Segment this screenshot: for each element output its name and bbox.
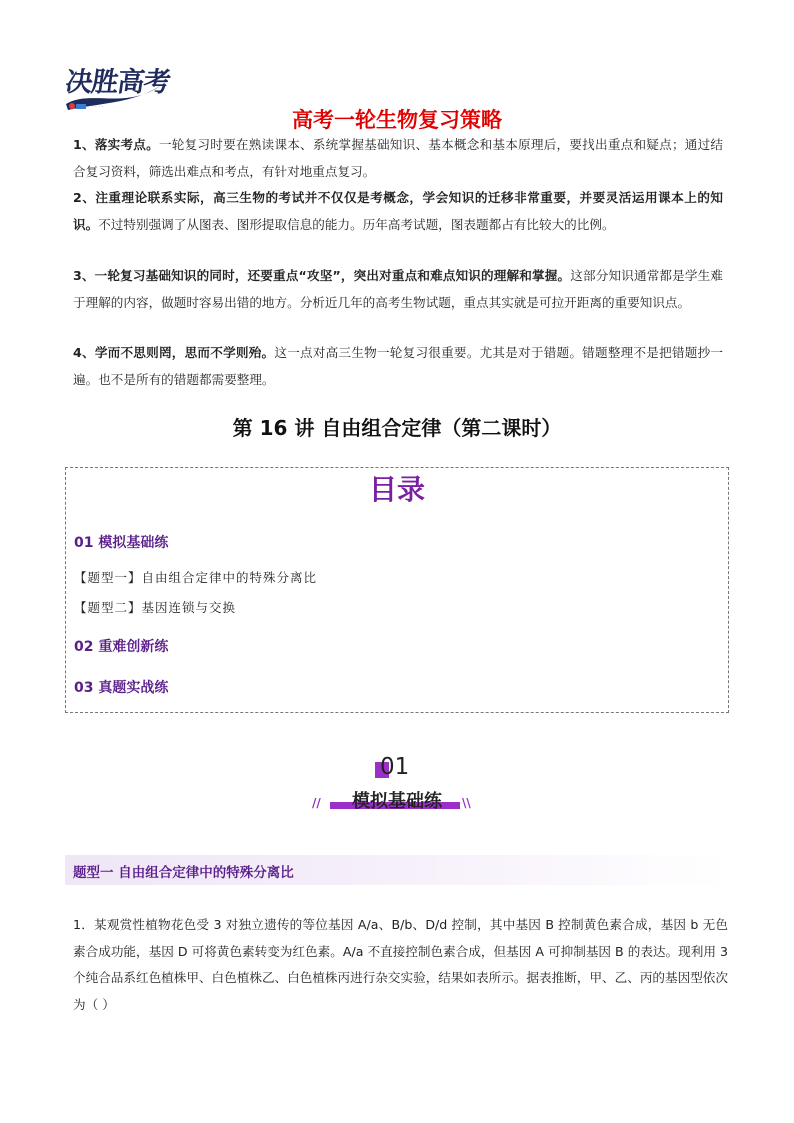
strategy-2 <box>73 185 723 238</box>
strategy-4 <box>73 340 723 393</box>
lecture-title: 第 16 讲 自由组合定律（第二课时） <box>232 416 562 440</box>
strategy-1 <box>73 132 723 185</box>
toc-item-type-1[interactable]: 【题型一】自由组合定律中的特殊分离比 <box>74 570 318 585</box>
toc-item-real-exam[interactable]: 03 真题实战练 <box>74 680 169 696</box>
section-label: 模拟基础练 <box>352 791 442 812</box>
strategy-1-text: 一轮复习时要在熟读课本、系统掌握基础知识、基本概念和基本原理后，要找出重点和疑点；通过结合复习资料，筛选出难点和考点，有针对地重点复习。 <box>73 137 724 179</box>
strategy-2-bold: 2、注重理论联系实际，高三生物的考试并不仅仅是考概念，学会知识的迁移非常重要，并要灵活运用课本上的知识。 <box>73 190 723 232</box>
section-number: 01 <box>380 754 410 780</box>
question-1: 1．某观赏性植物花色受 3 对独立遗传的等位基因 A/a、B/b、D/d 控制，其中基因 B 控制黄色素合成，基因 b 无色素合成功能，基因 D 可将黄色素转变为红色素。A/a 不直接控制色素合成，但基因 A 可抑制基因 B 的表达。现利用 3 个纯合品系红色植株甲、白色植株乙、白色植株丙进行杂交实验，结果如表所示。据表推断，甲、乙、丙的基因型依次为（ ） <box>73 917 728 1012</box>
strategy-3-bold: 3、一轮复习基础知识的同时，还要重点“攻坚”，突出对重点和难点知识的理解和掌握。 <box>73 268 571 283</box>
toc-item-basic[interactable]: 01 模拟基础练 <box>74 535 169 551</box>
toc-item-innovation[interactable]: 02 重难创新练 <box>74 639 169 655</box>
slash-right-decoration: \\ <box>462 796 471 810</box>
strategy-4-bold: 4、学而不思则罔，思而不学则殆。 <box>73 345 275 360</box>
strategy-1-bold: 1、落实考点。 <box>73 137 159 152</box>
page-title: 高考一轮生物复习策略 <box>292 108 502 132</box>
logo-text: 决胜高考 <box>63 67 172 98</box>
toc-item-type-2[interactable]: 【题型二】基因连锁与交换 <box>74 600 237 615</box>
strategy-3 <box>73 263 723 316</box>
toc-heading: 目录 <box>368 473 425 506</box>
slash-left-decoration: // <box>312 796 321 810</box>
strategy-3-text: 这部分知识通常都是学生难于理解的内容，做题时容易出错的地方。分析近几年的高考生物试题，重点其实就是可拉开距离的重要知识点。 <box>73 268 723 310</box>
strategy-2-text: 不过特别强调了从图表、图形提取信息的能力。历年高考试题，图表题都占有比较大的比例。 <box>98 216 615 232</box>
type-header-label: 题型一 自由组合定律中的特殊分离比 <box>73 865 294 881</box>
strategy-4-text: 这一点对高三生物一轮复习很重要。尤其是对于错题。错题整理不是把错题抄一遍。也不是所有的错题都需要整理。 <box>73 345 724 387</box>
svg-text:· · · ·: · · · · <box>92 104 104 110</box>
